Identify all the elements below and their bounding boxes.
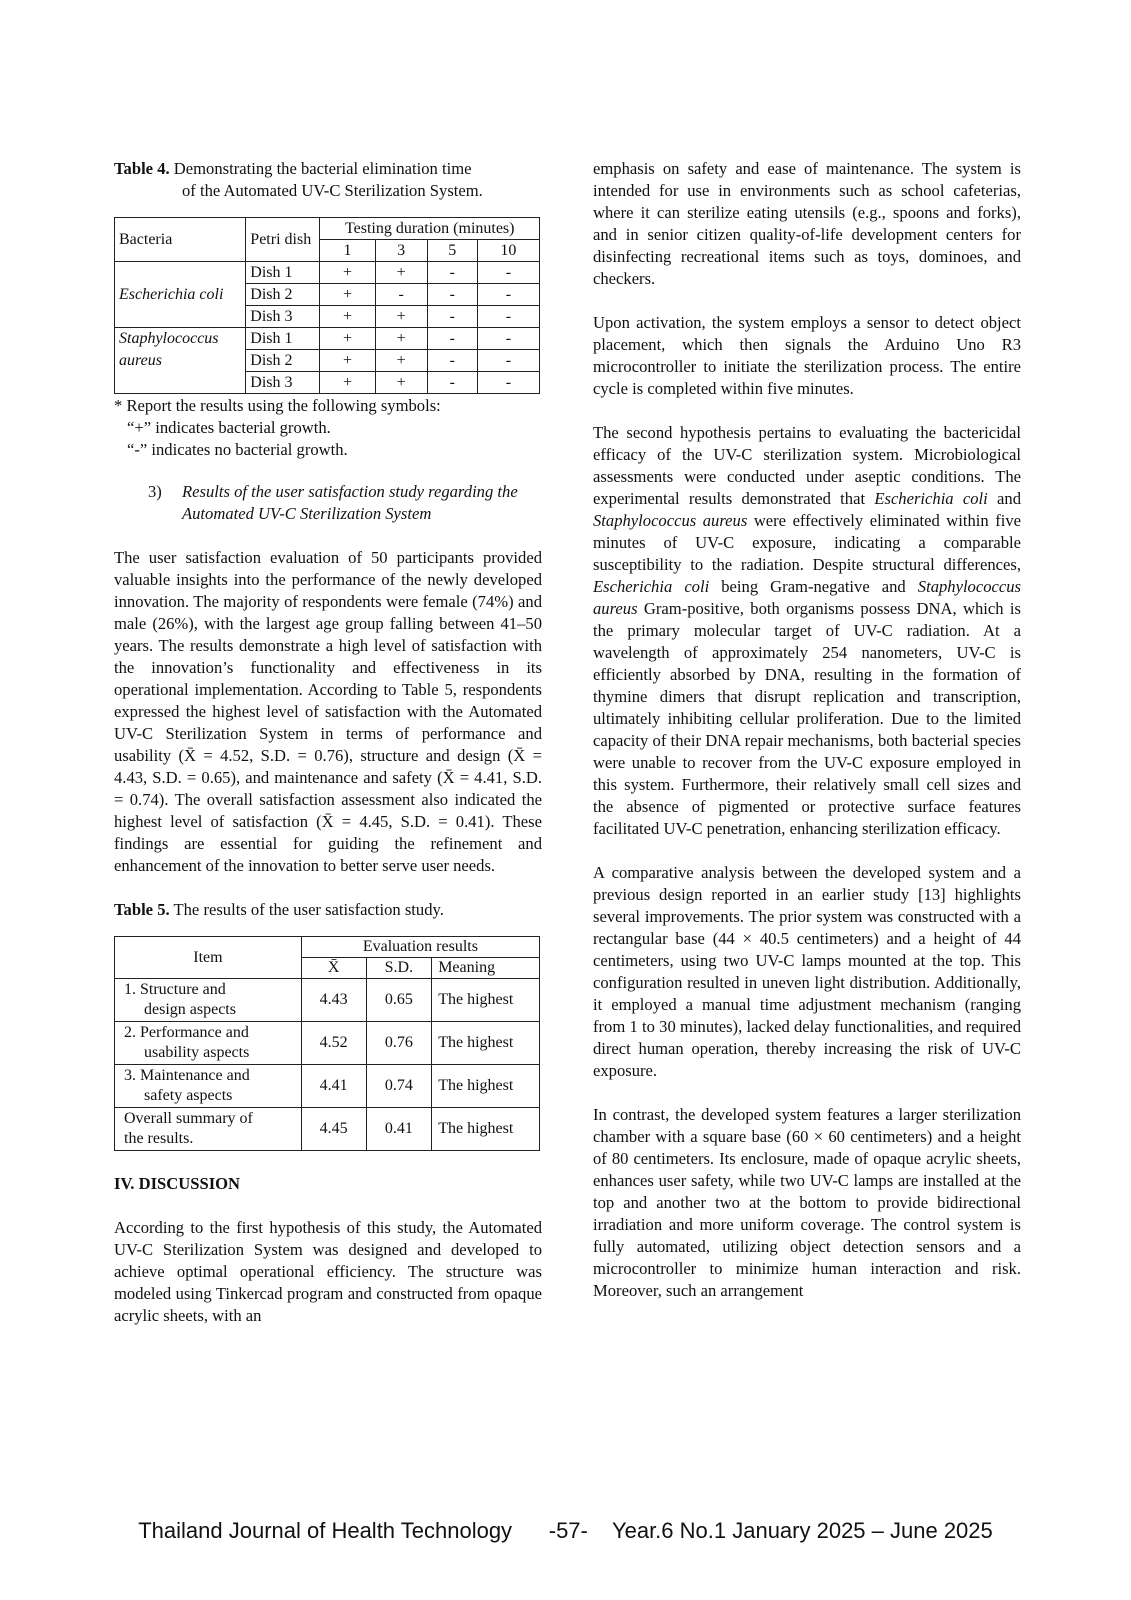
table4-cell: - [427,306,477,328]
table4-header-petri: Petri dish [246,218,320,262]
table5 [114,936,540,1151]
table4-cell: + [375,328,427,350]
table4-cell: - [427,284,477,306]
right-paragraph-4: A comparative analysis between the developed system and a previous design reported in an earlier study [13] highlights several improvements. The prior system was constructed with a rectangular base (44 × 40.5 centimeters) and a height of 44 centimeters, using two UV-C lamps mounted at the top. This configuration resulted in uneven light distribution. Additionally, it employed a manual time adjustment mechanism (ranging from 1 to 30 minutes), lacked delay functionalities, and required direct human operation, thereby increasing the risk of UV-C exposure. [593,863,1021,1080]
table4-dish: Dish 1 [246,328,320,350]
table4-cell: + [375,262,427,284]
footer-journal: Thailand Journal of Health Technology [138,1518,513,1543]
subheading-number: 3) [148,482,162,501]
table4-cell: + [375,372,427,394]
table4-cell: + [320,306,375,328]
footer-page-number: -57- [548,1518,588,1543]
subheading-text: Results of the user satisfaction study regarding the Automated UV-C Sterilization System [182,482,518,523]
table5-mean: 4.43 [301,979,366,1022]
table4-note-line3: “-” indicates no bacterial growth. [127,440,348,459]
table5-sd: 0.65 [366,979,432,1022]
right-paragraph-3: The second hypothesis pertains to evaluating the bactericidal efficacy of the UV-C sterilization system. Microbiological assessments were conducted under aseptic conditions. The experimental results demonstrated that Escherichia coli and Staphylococcus aureus were effectively eliminated within five minutes of UV-C exposure, indicating a comparable susceptibility to the radiation. Despite structural differences, Escherichia coli being Gram-negative and Staphylococcus aureus Gram-positive, both organisms possess DNA, which is the primary molecular target of UV-C radiation. At a wavelength of approximately 254 nanometers, UV-C is efficiently absorbed by DNA, resulting in the formation of thymine dimers that disrupt replication and transcription, ultimately inhibiting cellular proliferation. Due to the limited capacity of their DNA repair mechanisms, both bacterial species were unable to recover from the UV-C exposure employed in this system. Furthermore, their relatively small cell sizes and the absence of pigmented or protective surface features facilitated UV-C penetration, enhancing sterilization efficacy. [593,423,1022,838]
table4-dish: Dish 2 [246,284,320,306]
table5-header-sd: S.D. [366,958,432,979]
table5-meaning: The highest [432,1065,540,1108]
table4-caption-line2: of the Automated UV-C Sterilization System. [182,181,483,200]
table5-header-mean: X̄ [301,958,366,979]
table5-header-meaning: Meaning [432,958,540,979]
table-row [115,1022,540,1065]
table4-duration-5: 5 [427,240,477,262]
table4-cell: + [375,306,427,328]
table4-dish: Dish 1 [246,262,320,284]
table4-duration-10: 10 [477,240,539,262]
table5-mean: 4.45 [301,1108,366,1151]
discussion-paragraph: According to the first hypothesis of this study, the Automated UV-C Sterilization System was designed and developed to achieve optimal operational efficiency. The structure was modeled using Tinkercad program and constructed from opaque acrylic sheets, with an [114,1218,542,1325]
left-column [114,158,542,1327]
table4-duration-1: 1 [320,240,375,262]
table4-cell: - [427,350,477,372]
right-paragraph-5: In contrast, the developed system features a larger sterilization chamber with a square base (60 × 60 centimeters) and a height of 80 centimeters. Its enclosure, made of opaque acrylic sheets, enhances user safety, while two UV-C lamps are installed at the top and another two at the bottom to provide bidirectional irradiation and more uniform coverage. The control system is fully automated, utilizing object detection sensors and a microcontroller to minimize human interaction and risk. Moreover, such an arrangement [593,1105,1021,1300]
table-row [115,1108,540,1151]
table4-label: Table 4. [114,159,170,178]
table4-duration-3: 3 [375,240,427,262]
table4-cell: + [375,350,427,372]
right-paragraph-2: Upon activation, the system employs a sensor to detect object placement, which then signals the Arduino Uno R3 microcontroller to initiate the sterilization process. The entire cycle is completed within five minutes. [593,313,1021,398]
table5-header-eval: Evaluation results [301,937,539,958]
table4-caption-line1: Demonstrating the bacterial elimination time [173,159,472,178]
table4-caption [114,158,542,202]
table5-sd: 0.76 [366,1022,432,1065]
table-row [115,979,540,1022]
table-row [115,262,540,284]
table4-bacteria-saureus: Staphylococcus aureus [119,330,219,369]
table4-cell: + [320,284,375,306]
table-row [115,328,540,350]
table5-caption [114,899,542,921]
table5-label: Table 5. [114,900,170,919]
table4-note-line1: * Report the results using the following symbols: [114,396,441,415]
table4-dish: Dish 2 [246,350,320,372]
table5-meaning: The highest [432,1022,540,1065]
table4-cell: - [477,284,539,306]
table4-cell: + [320,328,375,350]
user-satisfaction-paragraph: The user satisfaction evaluation of 50 participants provided valuable insights into the performance of the newly developed innovation. The majority of respondents were female (74%) and male (26%), with the largest age group falling between 41–50 years. The results demonstrate a high level of satisfaction with the innovation’s functionality and effectiveness in its operational implementation. According to Table 5, respondents expressed the highest level of satisfaction with the Automated UV-C Sterilization System in terms of performance and usability (X̄ = 4.52, S.D. = 0.76), structure and design (X̄ = 4.43, S.D. = 0.65), and maintenance and safety (X̄ = 4.41, S.D. = 0.74). The overall satisfaction assessment also indicated the highest level of satisfaction (X̄ = 4.45, S.D. = 0.41). These findings are essential for guiding the refinement and enhancement of the innovation to better serve user needs. [114,548,542,875]
table4-header-bacteria: Bacteria [115,218,246,262]
subheading [148,481,542,525]
footer-issue: Year.6 No.1 January 2025 – June 2025 [611,1518,993,1543]
table5-caption-text: The results of the user satisfaction study. [173,900,444,919]
table4-cell: - [477,372,539,394]
table5-item-line2: safety aspects [144,1087,233,1104]
table-row [115,1065,540,1108]
table4-cell: + [320,262,375,284]
table4-note [114,395,542,461]
table5-item-line1: 1. Structure and [124,981,226,998]
table4-dish: Dish 3 [246,306,320,328]
table5-header-item: Item [115,937,302,979]
table5-meaning: The highest [432,1108,540,1151]
table4 [114,217,540,394]
table4-cell: - [477,350,539,372]
table4-cell: - [427,328,477,350]
right-column [593,158,1021,1302]
right-paragraph-1: emphasis on safety and ease of maintenance. The system is intended for use in environments such as school cafeterias, where it can sterilize eating utensils (e.g., spoons and forks), and in senior citizen quality-of-life development centers for disinfecting recreational items such as toys, dominoes, and checkers. [593,159,1021,288]
table5-item-line2: usability aspects [144,1044,250,1061]
table4-cell: - [477,328,539,350]
table5-mean: 4.41 [301,1065,366,1108]
table4-cell: - [477,262,539,284]
table5-item-line2: the results. [124,1130,194,1147]
table5-sd: 0.41 [366,1108,432,1151]
table4-bacteria-ecoli: Escherichia coli [119,285,224,303]
table4-cell: - [427,372,477,394]
table4-cell: - [375,284,427,306]
page-footer [0,1518,1131,1544]
table4-cell: + [320,372,375,394]
table4-cell: - [427,262,477,284]
table5-item-line1: 3. Maintenance and [124,1067,250,1084]
table5-item-line1: 2. Performance and [124,1024,249,1041]
table4-header-duration: Testing duration (minutes) [320,218,540,240]
table4-dish: Dish 3 [246,372,320,394]
table5-item-line2: design aspects [144,1001,236,1018]
discussion-heading: IV. DISCUSSION [114,1174,241,1193]
table5-meaning: The highest [432,979,540,1022]
table5-mean: 4.52 [301,1022,366,1065]
table4-cell: + [320,350,375,372]
table4-note-line2: “+” indicates bacterial growth. [127,418,331,437]
table5-sd: 0.74 [366,1065,432,1108]
table4-cell: - [477,306,539,328]
table5-item-line1: Overall summary of [124,1110,253,1127]
